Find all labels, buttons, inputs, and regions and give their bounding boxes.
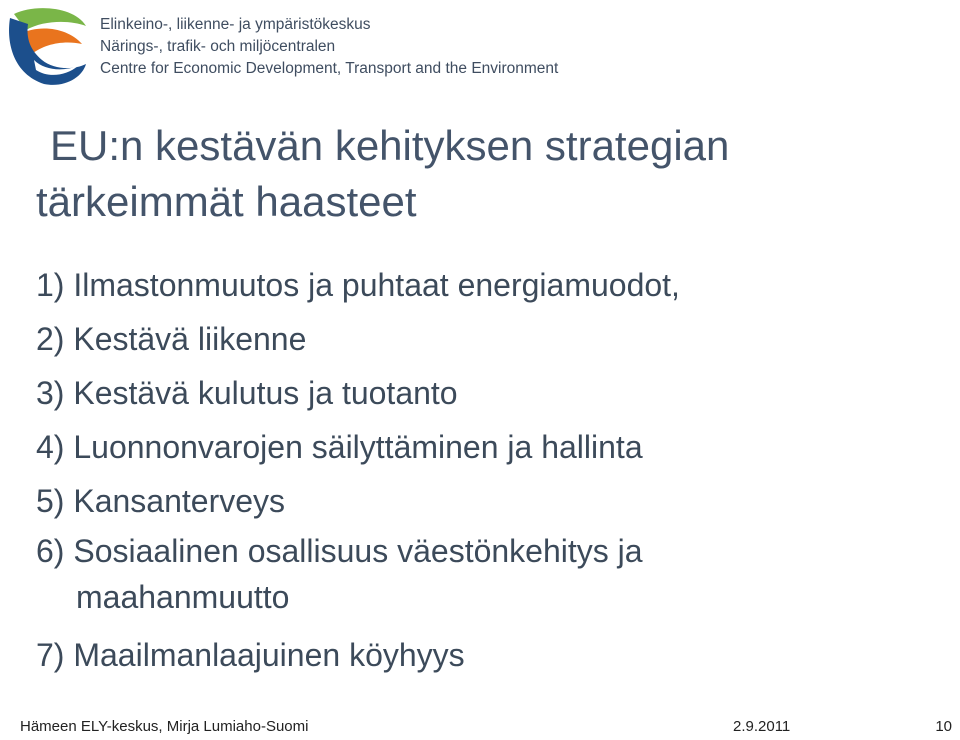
list-item-continuation: maahanmuutto <box>76 579 290 615</box>
org-name-finnish: Elinkeino-, liikenne- ja ympäristökeskus <box>100 16 371 33</box>
slide-title-line-2: tärkeimmät haasteet <box>36 178 417 225</box>
list-item: 4) Luonnonvarojen säilyttäminen ja hallinta <box>36 429 643 465</box>
slide-title <box>36 118 916 230</box>
org-name-english: Centre for Economic Development, Transport and the Environment <box>100 60 559 77</box>
challenges-list <box>36 258 916 682</box>
list-item: 3) Kestävä kulutus ja tuotanto <box>36 375 458 411</box>
footer <box>0 718 960 740</box>
page-number: 10 <box>935 718 952 735</box>
list-item-text: 6) Sosiaalinen osallisuus väestönkehitys ja <box>36 533 643 569</box>
organization-names <box>100 14 558 80</box>
slide-title-line-1: EU:n kestävän kehityksen strategian <box>50 122 730 169</box>
header <box>4 4 604 88</box>
org-name-swedish: Närings-, trafik- och miljöcentralen <box>100 38 336 55</box>
list-item: 2) Kestävä liikenne <box>36 321 307 357</box>
list-item <box>36 528 916 628</box>
list-item: 5) Kansanterveys <box>36 483 286 519</box>
ely-centre-logo-icon <box>4 4 88 88</box>
list-item: 7) Maailmanlaajuinen köyhyys <box>36 637 465 673</box>
list-item: 1) Ilmastonmuutos ja puhtaat energiamuodot, <box>36 267 680 303</box>
footer-author: Hämeen ELY-keskus, Mirja Lumiaho-Suomi <box>20 718 309 735</box>
footer-date: 2.9.2011 <box>733 718 791 735</box>
